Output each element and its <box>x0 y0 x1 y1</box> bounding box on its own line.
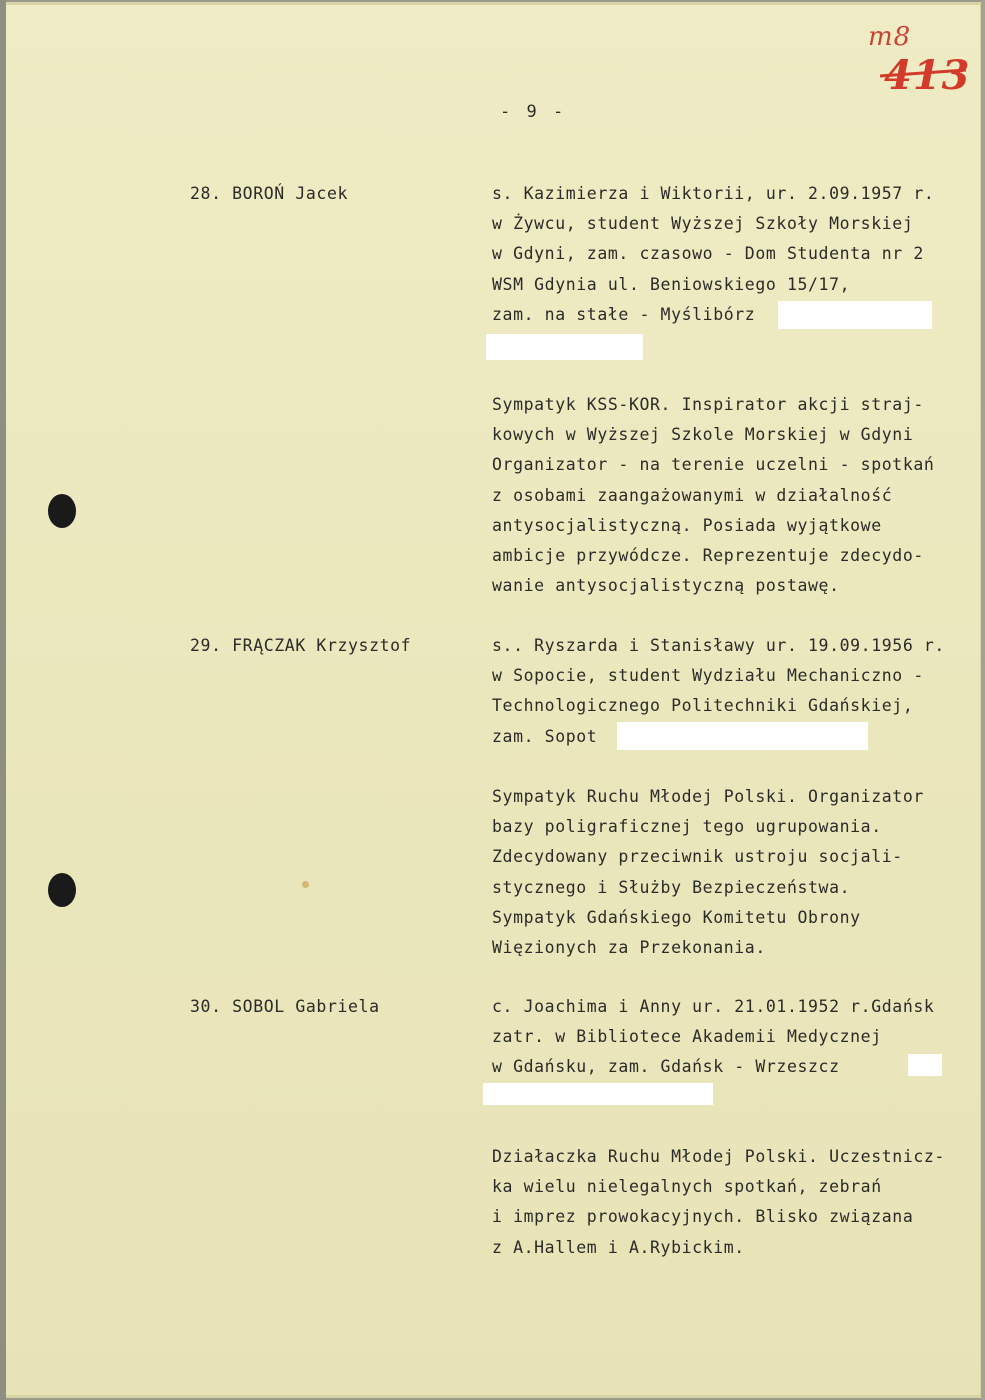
redaction-box <box>486 334 643 360</box>
note-line: antysocjalistyczną. Posiada wyjątkowe <box>492 515 882 535</box>
redaction-box <box>617 722 868 750</box>
note-line: ka wielu nielegalnych spotkań, zebrań <box>492 1177 882 1197</box>
detail-line: w Żywcu, student Wyższej Szkoły Morskiej <box>492 214 914 234</box>
note-line: Sympatyk Ruchu Młodej Polski. Organizator <box>492 787 924 806</box>
note-line: Działaczka Ruchu Młodej Polski. Uczestnicz- <box>492 1147 945 1166</box>
note-line: z A.Hallem i A.Rybickim. <box>492 1237 745 1257</box>
entry-notes-28 <box>492 390 982 601</box>
stamp-number: 413 <box>884 52 971 99</box>
detail-line: WSM Gdynia ul. Beniowskiego 15/17, <box>492 274 851 294</box>
detail-line: s. Kazimierza i Wiktorii, ur. 2.09.1957 r. <box>492 184 935 203</box>
note-line: z osobami zaangażowanymi w działalność <box>492 485 893 505</box>
stamp-initials: m8 <box>868 22 912 52</box>
entry-name-29: 29. FRĄCZAK Krzysztof <box>190 636 412 655</box>
note-line: stycznego i Służby Bezpieczeństwa. <box>492 877 851 897</box>
detail-line: w Gdańsku, zam. Gdańsk - Wrzeszcz <box>492 1057 840 1077</box>
entry-notes-30 <box>492 1142 982 1263</box>
note-line: Sympatyk KSS-KOR. Inspirator akcji straj- <box>492 395 924 414</box>
punch-hole <box>48 873 76 907</box>
detail-line: s.. Ryszarda i Stanisławy ur. 19.09.1956 r. <box>492 636 945 655</box>
punch-hole <box>48 494 76 528</box>
paper-speck <box>302 881 309 888</box>
redaction-box <box>908 1054 942 1076</box>
entry-name-30: 30. SOBOL Gabriela <box>190 997 380 1016</box>
note-line: Zdecydowany przeciwnik ustroju socjali- <box>492 847 903 867</box>
detail-line: c. Joachima i Anny ur. 21.01.1952 r.Gdańsk <box>492 997 935 1016</box>
note-line: bazy poligraficznej tego ugrupowania. <box>492 817 882 837</box>
entry-name-28: 28. BOROŃ Jacek <box>190 184 349 203</box>
detail-line: zam. na stałe - Myślibórz <box>492 304 756 324</box>
detail-line: zam. Sopot <box>492 726 598 746</box>
note-line: ambicje przywódcze. Reprezentuje zdecydo- <box>492 545 924 565</box>
detail-line: Technologicznego Politechniki Gdańskiej, <box>492 696 914 716</box>
entry-notes-29 <box>492 782 982 963</box>
redaction-box <box>778 301 932 329</box>
note-line: i imprez prowokacyjnych. Blisko związana <box>492 1207 914 1227</box>
note-line: Więzionych za Przekonania. <box>492 937 766 957</box>
detail-line: w Sopocie, student Wydziału Mechaniczno - <box>492 666 924 686</box>
page-edge-left <box>0 0 6 1400</box>
note-line: kowych w Wyższej Szkole Morskiej w Gdyni <box>492 425 914 445</box>
page-number: - 9 - <box>500 102 567 122</box>
redaction-box <box>483 1083 713 1105</box>
note-line: Sympatyk Gdańskiego Komitetu Obrony <box>492 907 861 927</box>
detail-line: zatr. w Bibliotece Akademii Medycznej <box>492 1027 882 1047</box>
note-line: wanie antysocjalistyczną postawę. <box>492 576 840 596</box>
detail-line: w Gdyni, zam. czasowo - Dom Studenta nr 2 <box>492 244 924 264</box>
note-line: Organizator - na terenie uczelni - spotkań <box>492 455 935 475</box>
